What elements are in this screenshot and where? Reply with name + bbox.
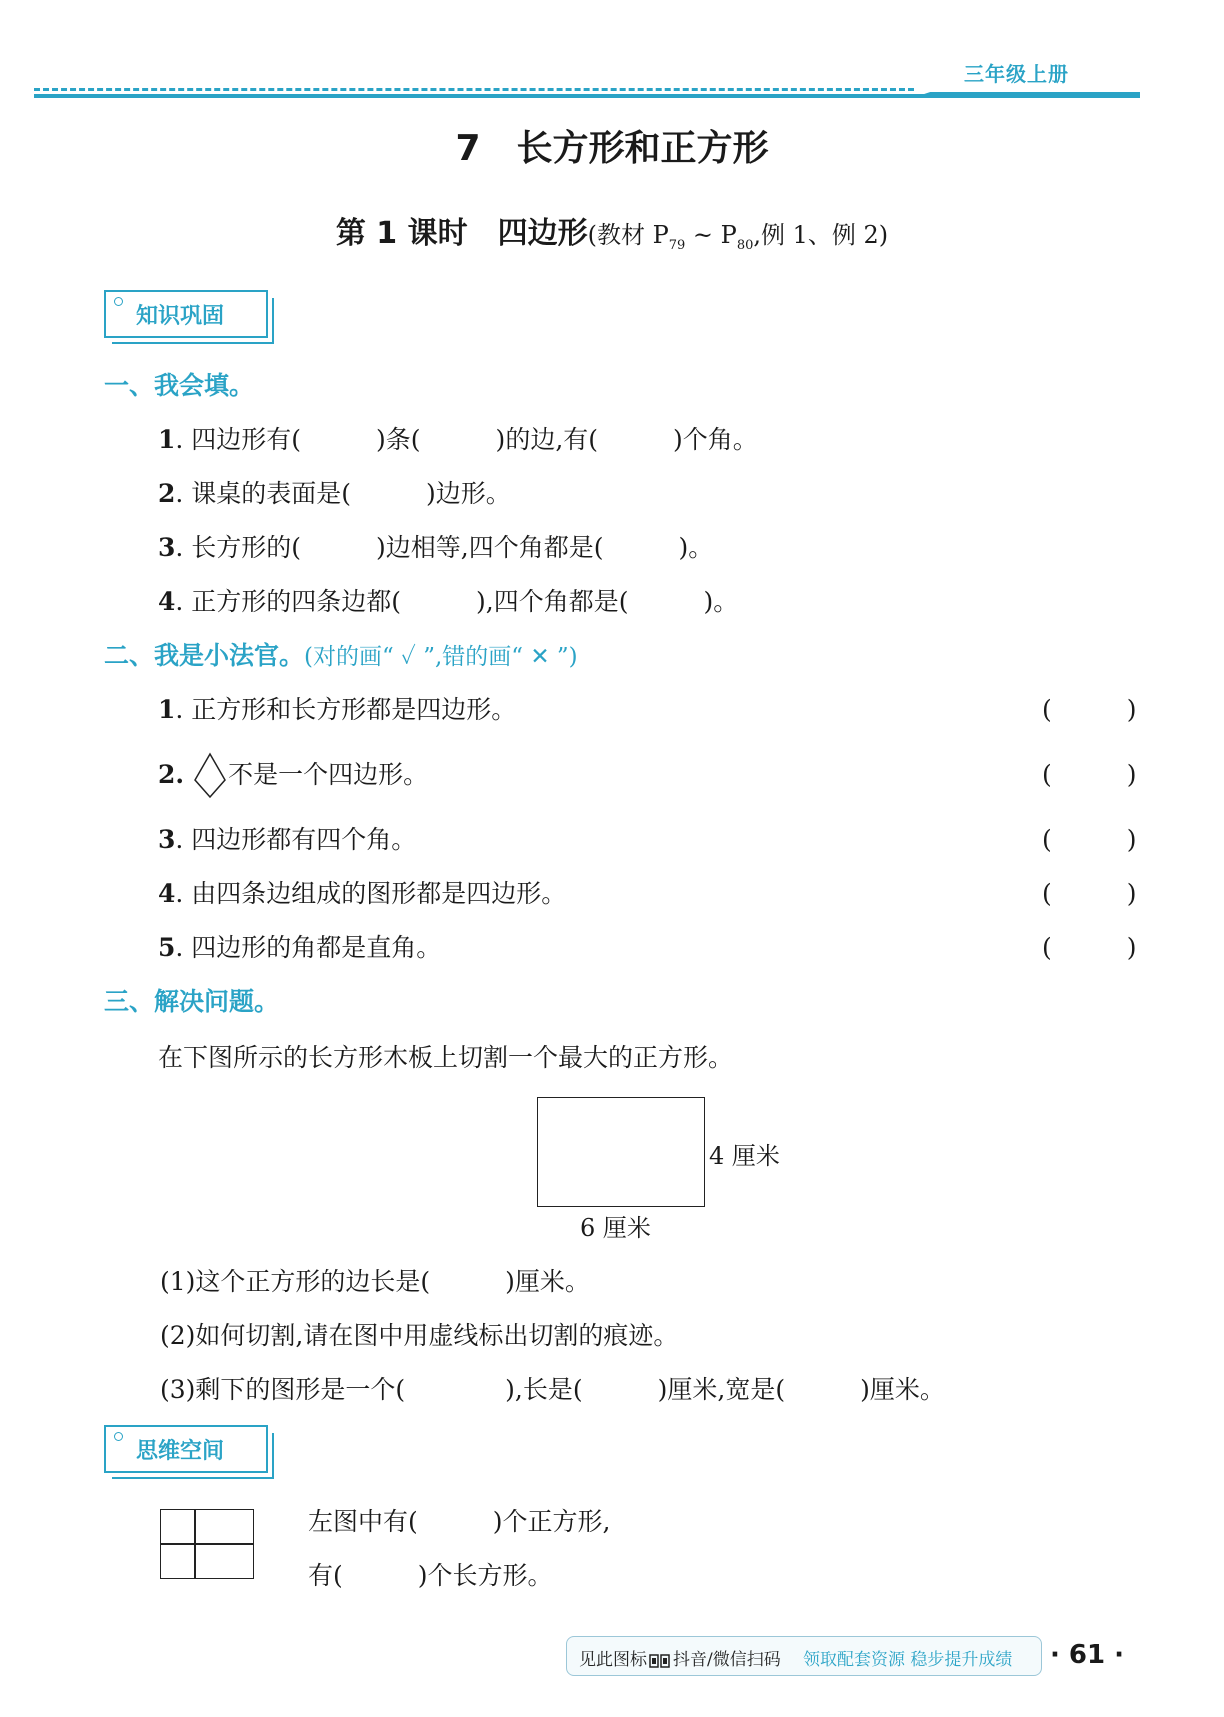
banner-left-text: 见此图标 抖音/微信扫码 <box>579 1650 781 1670</box>
section2-item-5: 5. 四边形的角都是直角。 <box>158 933 442 962</box>
height-label: 4 厘米 <box>709 1142 780 1170</box>
section1-item-3: 3. 长方形的( )边相等,四个角都是( )。 <box>158 533 714 562</box>
qr-icon <box>649 1653 671 1669</box>
section2-note: (对的画“ ✓ ”,错的画“ ✕ ”) <box>304 644 578 670</box>
knowledge-label-box <box>104 290 268 338</box>
answer-paren-5: ( ) <box>1042 933 1137 962</box>
section2-item-1: 1. 正方形和长方形都是四边形。 <box>158 695 517 724</box>
lesson-name: 第 1 课时 四边形 <box>335 216 588 251</box>
thinking-line-1: 左图中有( )个正方形, <box>308 1507 611 1536</box>
rectangle-board-figure <box>537 1097 705 1207</box>
answer-paren-4: ( ) <box>1042 879 1137 908</box>
unit-title: 7 长方形和正方形 <box>455 128 769 169</box>
section3-q1: (1)这个正方形的边长是( )厘米。 <box>160 1267 590 1296</box>
section2-item-3: 3. 四边形都有四个角。 <box>158 825 417 854</box>
width-label: 6 厘米 <box>580 1214 651 1242</box>
section3-q2: (2)如何切割,请在图中用虚线标出切割的痕迹。 <box>160 1321 679 1350</box>
knowledge-label: 知识巩固 <box>136 304 225 329</box>
section1-item-2: 2. 课桌的表面是( )边形。 <box>158 479 511 508</box>
grid-figure <box>160 1509 254 1579</box>
header-tab <box>912 92 1140 98</box>
section1-title: 一、我会填。 <box>104 371 255 400</box>
footer-banner <box>566 1636 1042 1676</box>
section1-item-4: 4. 正方形的四条边都( ),四个角都是( )。 <box>158 587 739 616</box>
page-number: · 61 · <box>1050 1640 1125 1670</box>
kite-shape-icon <box>192 752 228 800</box>
dot-icon <box>114 1432 123 1441</box>
dot-icon <box>114 297 123 306</box>
thinking-line-2: 有( )个长方形。 <box>308 1561 553 1590</box>
header-dashed-line <box>34 88 914 91</box>
section3-q3: (3)剩下的图形是一个( ),长是( )厘米,宽是( )厘米。 <box>160 1375 945 1404</box>
section2-title: 二、我是小法官。(对的画“ ✓ ”,错的画“ ✕ ”) <box>104 641 578 670</box>
thinking-label: 思维空间 <box>136 1439 225 1464</box>
section2-item-2: 2. 不是一个四边形。 <box>158 755 428 791</box>
answer-paren-1: ( ) <box>1042 695 1137 724</box>
banner-right-text: 领取配套资源 稳步提升成绩 <box>803 1650 1013 1670</box>
grade-label: 三年级上册 <box>964 62 1069 86</box>
thinking-label-box <box>104 1425 268 1473</box>
section3-intro: 在下图所示的长方形木板上切割一个最大的正方形。 <box>158 1043 734 1072</box>
section1-item-1: 1. 四边形有( )条( )的边,有( )个角。 <box>158 425 758 454</box>
answer-paren-3: ( ) <box>1042 825 1137 854</box>
section2-item-4: 4. 由四条边组成的图形都是四边形。 <box>158 879 567 908</box>
lesson-title <box>0 208 1224 253</box>
lesson-ref: (教材 $P_{79}$ ~ $P_{80}$,例 1、例 2) <box>587 221 889 253</box>
answer-paren-2: ( ) <box>1042 760 1137 789</box>
section3-title: 三、解决问题。 <box>104 987 280 1016</box>
